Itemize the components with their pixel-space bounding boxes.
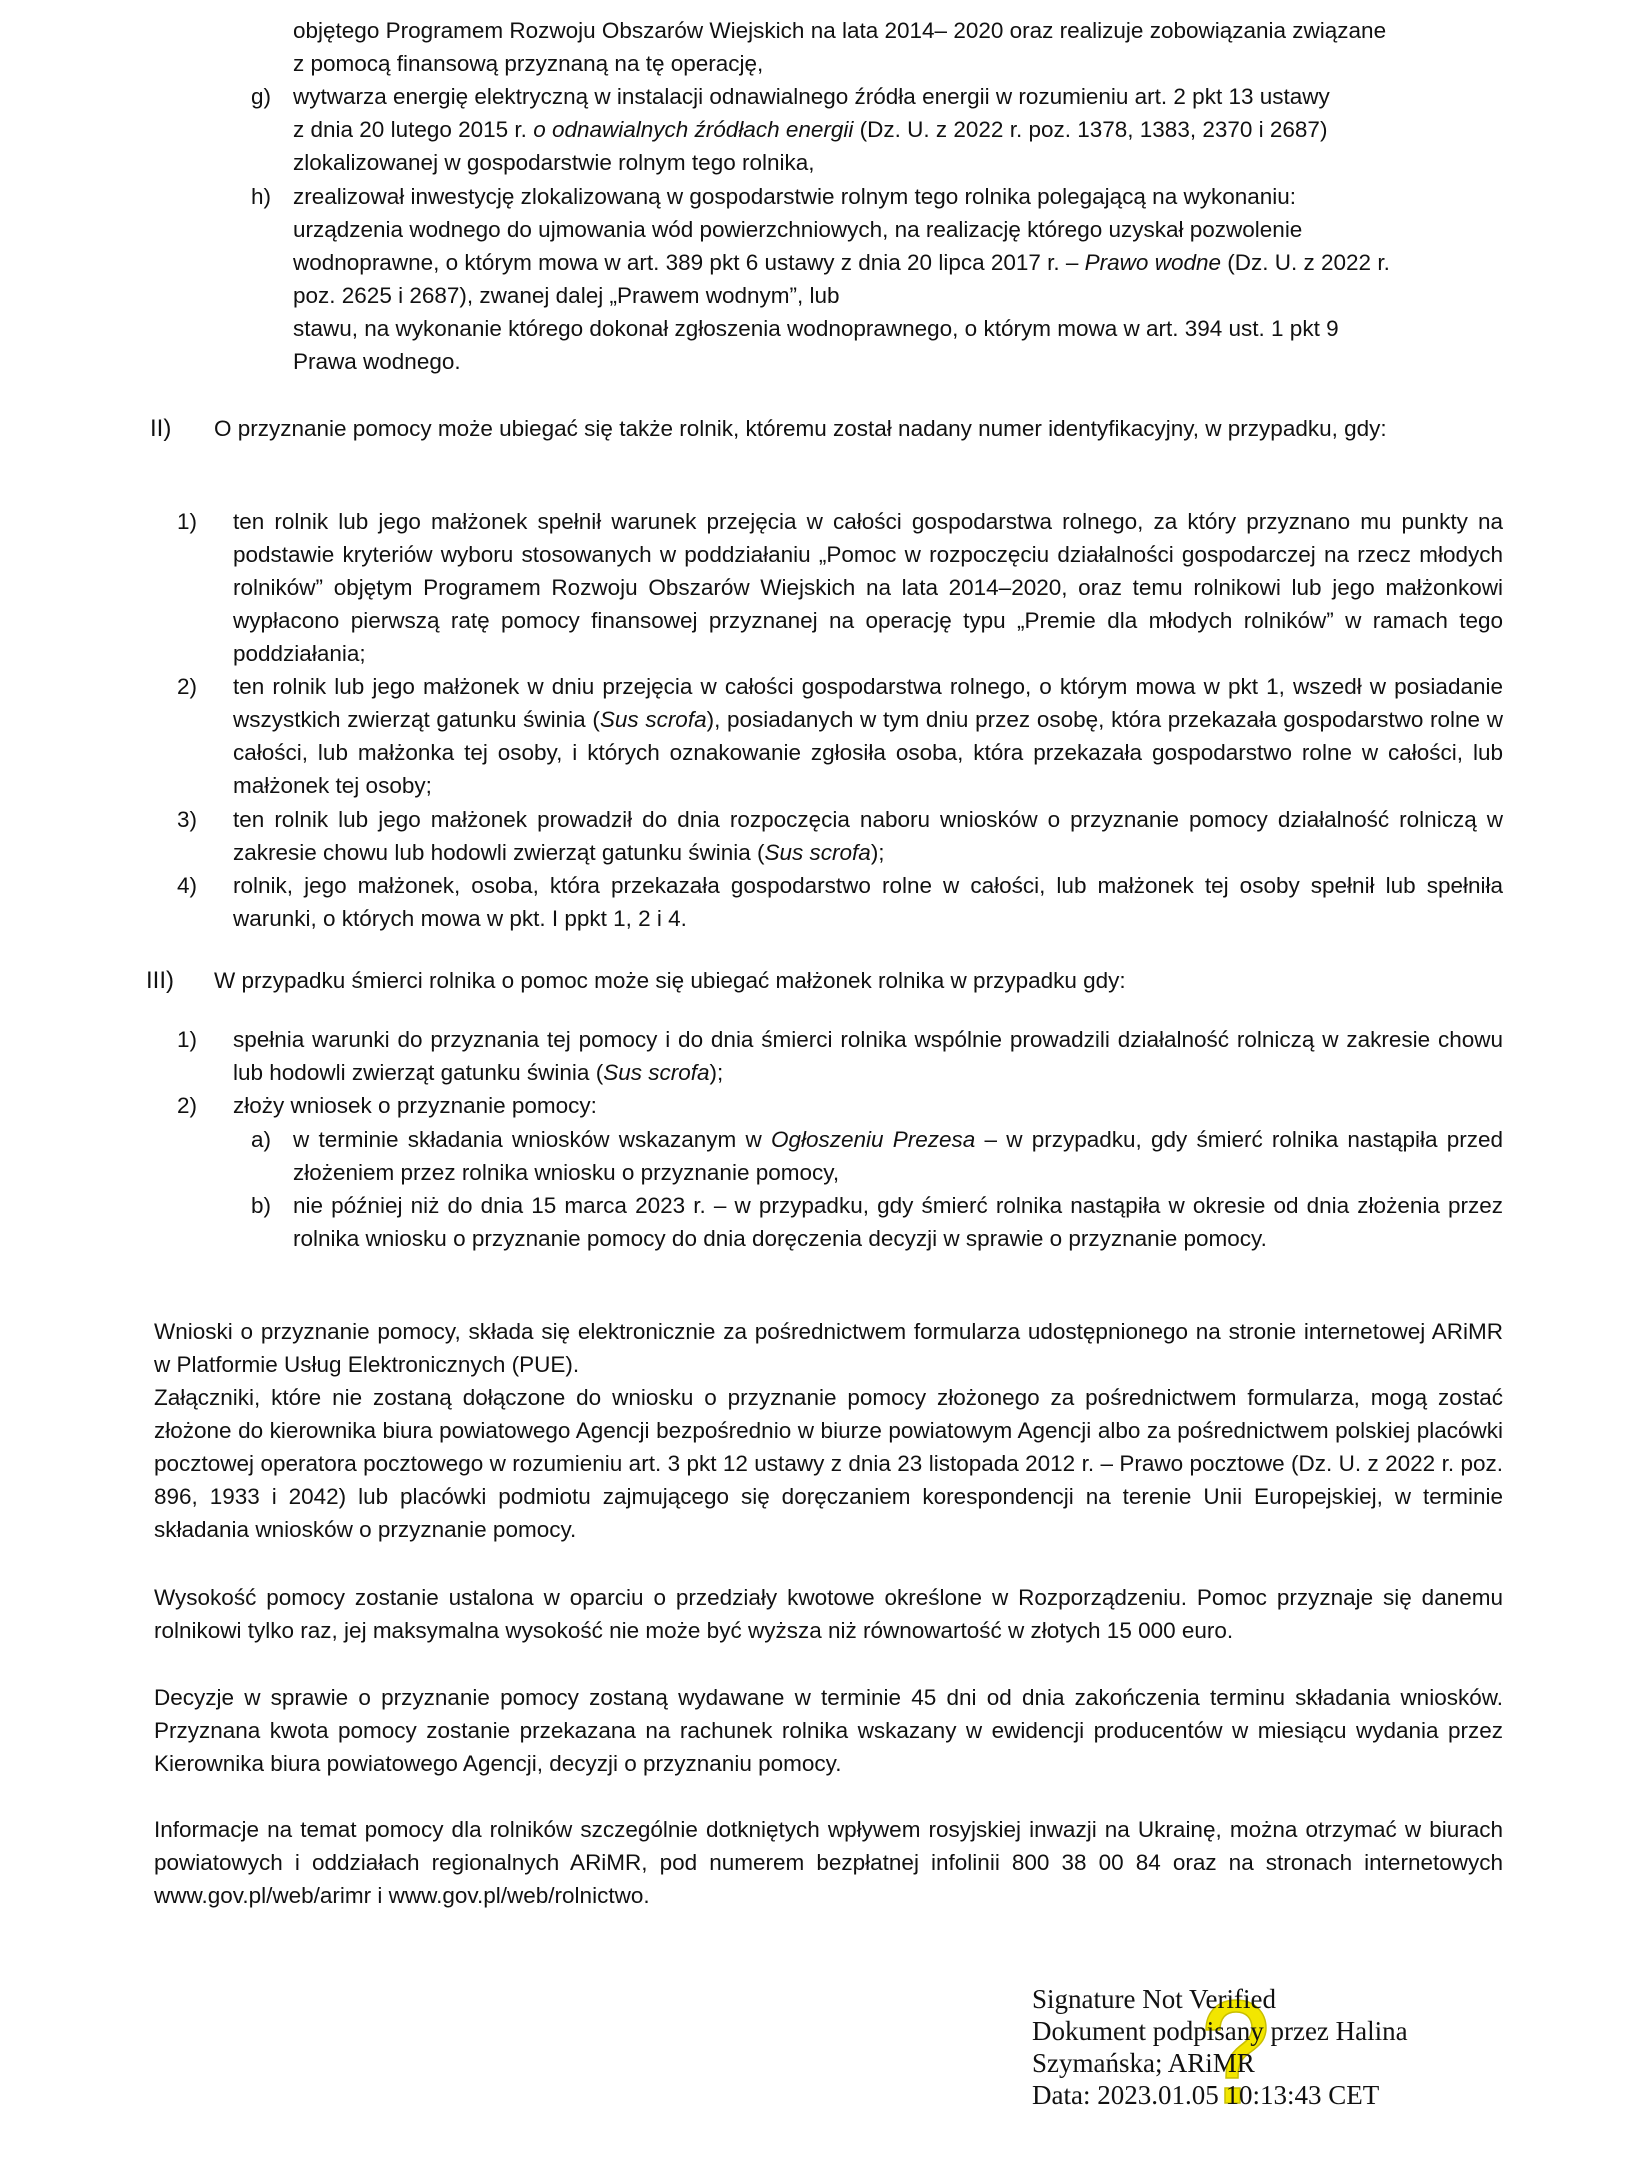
list-marker: 2): [177, 674, 198, 699]
list-marker: g): [251, 84, 272, 109]
section-marker: III): [146, 967, 174, 994]
text-line: zlokalizowanej w gospodarstwie rolnym tego rolnika,: [293, 150, 815, 175]
list-item: ten rolnik lub jego małżonek prowadził do dnia rozpoczęcia naboru wniosków o przyznanie pomocy działalność rolniczą w zakresie chowu lub hodowli zwierząt gatunku świnia (Sus scrofa);: [233, 807, 1503, 865]
sub-list-item: w terminie składania wniosków wskazanym w Ogłoszeniu Prezesa – w przypadku, gdy śmierć rolnika nastąpiła przed złożeniem przez rolnika wniosku o przyznanie pomocy,: [293, 1127, 1503, 1185]
latin-name: Sus scrofa: [764, 840, 871, 865]
italic-title: Prawo wodne: [1084, 250, 1222, 275]
list-item: ten rolnik lub jego małżonek w dniu przejęcia w całości gospodarstwa rolnego, o którym mowa w pkt 1, wszedł w posiadanie wszystkich zwierząt gatunku świnia (Sus scrofa), posiadanych w tym dniu przez osobę, która przekazała gospodarstwo rolne w całości, lub małżonka tej osoby, i których oznakowanie zgłosiła osoba, która przekazała gospodarstwo rolne w całości, lub małżonek tej osoby;: [233, 674, 1504, 798]
text-line: poz. 2625 i 2687), zwanej dalej „Prawem wodnym”, lub: [293, 283, 840, 308]
text-line: z pomocą finansową przyznaną na tę operację,: [293, 51, 764, 76]
list-item: spełnia warunki do przyznania tej pomocy i do dnia śmierci rolnika wspólnie prowadzili działalność rolniczą w zakresie chowu lub hodowli zwierząt gatunku świnia (Sus scrofa);: [233, 1027, 1503, 1085]
list-marker: h): [251, 184, 272, 209]
section-3-intro: W przypadku śmierci rolnika o pomoc może się ubiegać małżonek rolnika w przypadku gdy:: [214, 968, 1126, 993]
digital-signature-block: [1032, 1983, 1452, 2111]
paragraph: Decyzje w sprawie o przyznanie pomocy zostaną wydawane w terminie 45 dni od dnia zakończenia terminu składania wniosków. Przyznana kwota pomocy zostanie przekazana na rachunek rolnika wskazany w ewidencji producentów w miesiącu wydania przez Kierownika biura powiatowego Agencji, decyzji o przyznaniu pomocy.: [154, 1685, 1503, 1776]
list-item-g: [293, 80, 1503, 179]
list-item: złoży wniosek o przyznanie pomocy:: [233, 1093, 597, 1118]
section-marker: II): [150, 415, 172, 442]
italic-title: o odnawialnych źródłach energii: [533, 117, 854, 142]
list-marker: 2): [177, 1093, 198, 1118]
section-2-intro: O przyznanie pomocy może ubiegać się także rolnik, któremu został nadany numer identyfikacyjny, w przypadku, gdy:: [214, 416, 1387, 441]
paragraph: Wysokość pomocy zostanie ustalona w oparciu o przedziały kwotowe określone w Rozporządzeniu. Pomoc przyznaje się danemu rolnikowi tylko raz, jej maksymalna wysokość nie może być wyższa niż równowartość w złotych 15 000 euro.: [154, 1585, 1503, 1643]
list-marker: 3): [177, 807, 198, 832]
paragraph: Załączniki, które nie zostaną dołączone do wniosku o przyznanie pomocy złożonego za pośrednictwem formularza, mogą zostać złożone do kierownika biura powiatowego Agencji bezpośrednio w biurze powiatowym Agencji albo za pośrednictwem polskiej placówki pocztowej operatora pocztowego w rozumieniu art. 3 pkt 12 ustawy z dnia 23 listopada 2012 r. – Prawo pocztowe (Dz. U. z 2022 r. poz. 896, 1933 i 2042) lub placówki podmiotu zajmującego się doręczaniem korespondencji na terenie Unii Europejskiej, w terminie składania wniosków o przyznanie pomocy.: [154, 1385, 1503, 1542]
paragraph: Wnioski o przyznanie pomocy, składa się elektronicznie za pośrednictwem formularza udostępnionego na stronie internetowej ARiMR w Platformie Usług Elektronicznych (PUE).: [154, 1319, 1503, 1377]
text-line: urządzenia wodnego do ujmowania wód powierzchniowych, na realizację którego uzyskał pozwolenie: [293, 217, 1303, 242]
latin-name: Sus scrofa: [599, 707, 707, 732]
text-line: wytwarza energię elektryczną w instalacji odnawialnego źródła energii w rozumieniu art. 2 pkt 13 ustawy: [293, 84, 1330, 109]
signature-organization: Szymańska; ARiMR: [1032, 2048, 1255, 2078]
signature-signer: Dokument podpisany przez Halina: [1032, 2016, 1408, 2046]
list-marker: b): [251, 1193, 272, 1218]
list-marker: 1): [177, 1027, 198, 1052]
text-line: wodnoprawne, o którym mowa w art. 389 pkt 6 ustawy z dnia 20 lipca 2017 r. – Prawo wodne (Dz. U. z 2022 r.: [293, 250, 1390, 275]
signature-date: Data: 2023.01.05 10:13:43 CET: [1032, 2080, 1380, 2110]
text-line: zrealizował inwestycję zlokalizowaną w gospodarstwie rolnym tego rolnika polegającą na wykonaniu:: [293, 184, 1297, 209]
list-marker: 1): [177, 509, 198, 534]
list-marker: 4): [177, 873, 198, 898]
italic-title: Ogłoszeniu Prezesa: [770, 1127, 976, 1152]
signature-status: Signature Not Verified: [1032, 1984, 1276, 2014]
text-line: stawu, na wykonanie którego dokonał zgłoszenia wodnoprawnego, o którym mowa w art. 394 ust. 1 pkt 9: [293, 316, 1339, 341]
text-line: objętego Programem Rozwoju Obszarów Wiejskich na lata 2014– 2020 oraz realizuje zobowiązania związane: [293, 18, 1387, 43]
latin-name: Sus scrofa: [603, 1060, 710, 1085]
list-item: ten rolnik lub jego małżonek spełnił warunek przejęcia w całości gospodarstwa rolnego, za który przyznano mu punkty na podstawie kryteriów wyboru stosowanych w poddziałaniu „Pomoc w rozpoczęciu działalności gospodarczej na rzecz młodych rolników” objętym Programem Rozwoju Obszarów Wiejskich na lata 2014–2020, oraz temu rolnikowi lub jego małżonkowi wypłacono pierwszą ratę pomocy finansowej przyznanej na operację typu „Premie dla młodych rolników” w ramach tego poddziałania;: [233, 509, 1503, 666]
sub-list-item: nie później niż do dnia 15 marca 2023 r. – w przypadku, gdy śmierć rolnika nastąpiła w okresie od dnia złożenia przez rolnika wniosku o przyznanie pomocy do dnia doręczenia decyzji w sprawie o przyznanie pomocy.: [293, 1193, 1503, 1251]
text-line: Prawa wodnego.: [293, 349, 461, 374]
list-marker: a): [251, 1127, 272, 1152]
list-item: rolnik, jego małżonek, osoba, która przekazała gospodarstwo rolne w całości, lub małżonek tej osoby spełnił lub spełniła warunki, o których mowa w pkt. I ppkt 1, 2 i 4.: [233, 873, 1503, 931]
text-line: z dnia 20 lutego 2015 r. o odnawialnych źródłach energii (Dz. U. z 2022 r. poz. 1378, 1383, 2370 i 2687): [293, 117, 1328, 142]
paragraph: Informacje na temat pomocy dla rolników szczególnie dotkniętych wpływem rosyjskiej inwazji na Ukrainę, można otrzymać w biurach powiatowych i oddziałach regionalnych ARiMR, pod numerem bezpłatnej infolinii 800 38 00 84 oraz na stronach internetowych www.gov.pl/web/arimr i www.gov.pl/web/rolnictwo.: [154, 1817, 1503, 1908]
list-item-f-continuation: [293, 14, 1503, 80]
list-item-h: [293, 180, 1503, 378]
